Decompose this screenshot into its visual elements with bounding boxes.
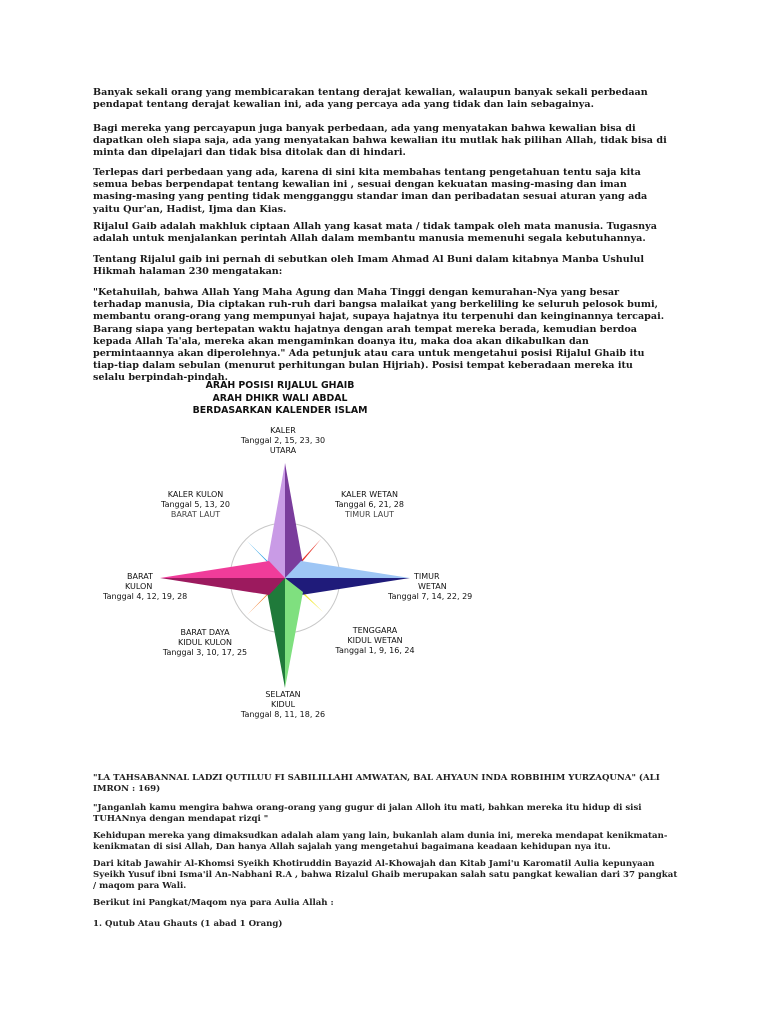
northeast-name: KALER WETAN — [341, 490, 398, 499]
paragraph-belief: Bagi mereka yang percayapun juga banyak perbedaan, ada yang menyatakan bahwa kewalian bisa di dapatkan oleh siapa saja, ada yang menyatakan bahwa kewalian itu mutlak hak pilihan Allah, tidak bisa di minta dan dipelajari dan tidak bisa ditolak dan di hindari. — [93, 123, 667, 159]
paragraph-rank-intro: Berikut ini Pangkat/Maqom nya para Aulia Allah : — [93, 898, 334, 908]
south-point-dark — [267, 578, 285, 688]
label-west — [103, 572, 203, 602]
south-alt: KIDUL — [270, 700, 296, 709]
paragraph-afterlife: Kehidupan mereka yang dimaksudkan adalah alam yang lain, bukanlah alam dunia ini, mereka mendapat kenikmatan-kenikmatan di sisi Allah, Dan hanya Allah sajalah yang mengetahui bagaimana keadaan kehidupan nya itu. — [93, 831, 668, 852]
label-north — [228, 426, 338, 456]
west-alt: KULON — [125, 582, 153, 591]
northwest-alt: BARAT LAUT — [170, 510, 221, 519]
southeast-dates: Tanggal 1, 9, 16, 24 — [335, 646, 415, 655]
north-point-dark — [285, 463, 303, 578]
south-point-light — [285, 578, 303, 688]
label-southwest — [150, 628, 260, 658]
west-name: BARAT — [127, 572, 153, 581]
southwest-dates: Tanggal 3, 10, 17, 25 — [162, 648, 248, 657]
label-south — [228, 690, 338, 720]
paragraph-verse-arabic: "LA TAHSABANNAL LADZI QUTILUU FI SABILILLAHI AMWATAN, BAL AHYAUN INDA ROBBIHIM YURZAQUNA" (ALI IMRON : 169) — [93, 773, 660, 794]
north-alt: UTARA — [269, 446, 297, 455]
north-point-light — [267, 463, 285, 578]
east-alt: WETAN — [418, 582, 447, 591]
label-northwest — [148, 490, 243, 520]
paragraph-rijalul-gaib: Rijalul Gaib adalah makhluk ciptaan Allah yang kasat mata / tidak tampak oleh mata manusia. Tugasnya adalah untuk menjalankan perintah Allah dalam membantu manusia memenuhi segala kebutuhannya. — [93, 221, 657, 245]
list-item-qutub: 1. Qutub Atau Ghauts (1 abad 1 Orang) — [93, 919, 283, 929]
paragraph-differences: Terlepas dari perbedaan yang ada, karena di sini kita membahas tentang pengetahuan tentu saja kita semua bebas berpendapat tentang kewalian ini , sesuai dengan kekuatan masing-masing dan iman masing-masing yang penting tidak mengganggu standar iman dan peribadatan sesuai aturan yang ada yaitu Qur'an, Hadist, Ijma dan Kias. — [93, 167, 648, 215]
paragraph-quote: "Ketahuilah, bahwa Allah Yang Maha Agung dan Maha Tinggi dengan kemurahan-Nya yang besar terhadap manusia, Dia ciptakan ruh-ruh dari bangsa malaikat yang berkeliling ke seluruh pelosok bumi, membantu orang-orang yang mempunyai hajat, supaya hajatnya itu terpenuhi dan keinginannya tercapai. Barang siapa yang bertepatan waktu hajatnya dengan arah tempat mereka berada, kemudian berdoa kepada Allah Ta'ala, mereka akan mengaminkan doanya itu, maka doa akan dikabulkan dan permintaannya akan diperolehnya." Ada petunjuk atau cara untuk mengetahui posisi Rijalul Ghaib itu tiap-tiap dalam sebulan (menurut perhitungan bulan Hijriah). Posisi tempat keberadaan mereka itu selalu berpindah-pindah. — [93, 287, 665, 384]
east-name: TIMUR — [414, 572, 440, 581]
south-name: SELATAN — [265, 690, 301, 699]
west-dates: Tanggal 4, 12, 19, 28 — [103, 592, 188, 601]
paragraph-intro: Banyak sekali orang yang membicarakan tentang derajat kewalian, walaupun banyak sekali perbedaan pendapat tentang derajat kewalian ini, ada yang percaya ada yang tidak dan lain sebagainya. — [93, 87, 648, 111]
label-northeast — [322, 490, 417, 520]
paragraph-verse-translation: "Janganlah kamu mengira bahwa orang-orang yang gugur di jalan Alloh itu mati, bahkan mereka itu hidup di sisi TUHANnya dengan mendapat rizqi " — [93, 803, 642, 824]
diagram-title-line: ARAH DHIKR WALI ABDAL — [212, 392, 348, 404]
northeast-alt: TIMUR LAUT — [345, 510, 394, 519]
southwest-alt: KIDUL KULON — [178, 638, 232, 647]
paragraph-kitab-source: Dari kitab Jawahir Al-Khomsi Syeikh Khotiruddin Bayazid Al-Khowajah dan Kitab Jami'u Karomatil Aulia kepunyaan Syeikh Yusuf ibni Isma'il An-Nabhani R.A , bahwa Rizalul Ghaib merupakan salah satu pangkat kewalian dari 37 pangkat / maqom para Wali. — [93, 859, 678, 891]
southwest-name: BARAT DAYA — [180, 628, 230, 637]
northwest-name: KALER KULON — [167, 490, 224, 499]
label-southeast — [320, 626, 430, 656]
diagram-title-line: BERDASARKAN KALENDER ISLAM — [192, 405, 368, 416]
label-east — [388, 572, 488, 602]
southeast-alt: KIDUL WETAN — [347, 636, 403, 645]
southeast-name: TENGGARA — [352, 626, 398, 635]
south-dates: Tanggal 8, 11, 18, 26 — [240, 710, 326, 719]
north-dates: Tanggal 2, 15, 23, 30 — [240, 436, 326, 445]
northwest-dates: Tanggal 5, 13, 20 — [161, 500, 230, 509]
northeast-dates: Tanggal 6, 21, 28 — [335, 500, 404, 509]
east-dates: Tanggal 7, 14, 22, 29 — [388, 592, 473, 601]
paragraph-imam-buni: Tentang Rijalul gaib ini pernah di sebutkan oleh Imam Ahmad Al Buni dalam kitabnya Manba Ushulul Hikmah halaman 230 mengatakan: — [93, 254, 644, 278]
north-name: KALER — [270, 426, 296, 435]
diagram-title — [170, 380, 390, 418]
diagram-title-line: ARAH POSISI RIJALUL GHAIB — [205, 380, 355, 391]
